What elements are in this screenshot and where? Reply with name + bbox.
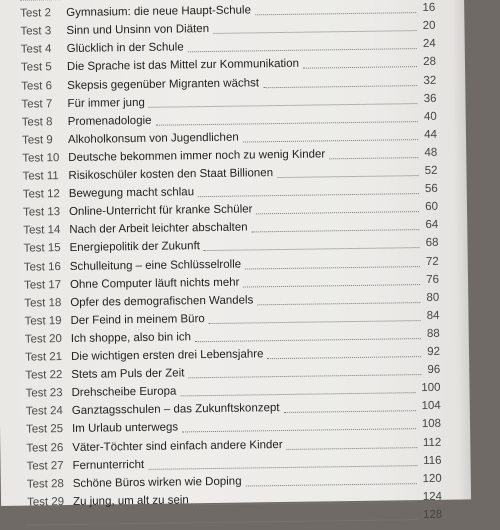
toc-entry-page-number: 96 bbox=[427, 363, 441, 377]
toc-entry-number: Test 29 bbox=[26, 495, 65, 509]
toc-entry-title: Glücklich in der Schule bbox=[66, 41, 184, 56]
toc-dot-leader bbox=[303, 66, 417, 69]
toc-entry-title: Schöne Büros wirken wie Doping bbox=[72, 475, 242, 490]
toc-entry-title: Im Urlaub unterwegs bbox=[71, 421, 179, 436]
toc-entry-number: Test 4 bbox=[20, 43, 52, 56]
toc-dot-leader bbox=[267, 356, 421, 359]
toc-entry-number: Test 24 bbox=[25, 405, 63, 418]
toc-entry-number: Test 23 bbox=[25, 387, 63, 400]
toc-entry-title: Stets am Puls der Zeit bbox=[71, 367, 185, 382]
toc-dot-leader bbox=[188, 48, 417, 52]
toc-dot-leader bbox=[149, 103, 418, 108]
toc-entry-number: Test 22 bbox=[25, 369, 63, 382]
toc-entry-number: Test 20 bbox=[24, 332, 62, 346]
toc-entry-page-number: 36 bbox=[423, 92, 437, 105]
page-edge-shadow bbox=[452, 0, 471, 500]
toc-entry-number: Test 5 bbox=[20, 61, 52, 75]
toc-entry-number: Test 27 bbox=[26, 459, 64, 473]
toc-entry-title: Deutsche bekommen immer noch zu wenig Kinder bbox=[68, 148, 326, 164]
toc-entry-title: Ohne Computer läuft nichts mehr bbox=[69, 276, 240, 291]
toc-entry-number: Test 8 bbox=[21, 115, 53, 129]
toc-entry-title: Die wichtigen ersten drei Lebensjahre bbox=[70, 348, 264, 363]
toc-entry-page-number: 72 bbox=[425, 255, 439, 268]
toc-dot-leader bbox=[286, 447, 417, 450]
toc-entry-page-number: 48 bbox=[424, 146, 438, 159]
toc-dot-leader bbox=[156, 121, 418, 126]
toc-entry-number: Test 7 bbox=[21, 97, 53, 111]
toc-dot-leader bbox=[181, 392, 416, 396]
toc-entry-page-number: 16 bbox=[422, 1, 436, 15]
toc-entry-page-number: 100 bbox=[421, 381, 441, 395]
toc-entry-page-number: 76 bbox=[426, 273, 440, 286]
toc-entry-number: Test 13 bbox=[22, 206, 61, 219]
toc-dot-leader bbox=[149, 465, 418, 470]
toc-entry-title: Für immer jung bbox=[67, 96, 145, 110]
toc-entry-number: Test 28 bbox=[26, 477, 64, 491]
toc-dot-leader bbox=[182, 429, 416, 433]
toc-entry-title: Bewegung macht schlau bbox=[68, 186, 195, 201]
toc-entry-number: Test 14 bbox=[23, 224, 61, 237]
toc-dot-leader bbox=[263, 85, 417, 88]
toc-entry-page-number: 108 bbox=[421, 418, 442, 431]
toc-dot-leader bbox=[193, 501, 417, 505]
toc-dot-leader bbox=[245, 266, 420, 269]
toc-entry-title: Alkoholkonsum von Jugendlichen bbox=[67, 131, 239, 146]
toc-entry-title: Online-Unterricht für kranke Schüler bbox=[68, 203, 253, 219]
toc-entry-page-number: 84 bbox=[426, 309, 440, 322]
toc-dot-leader bbox=[209, 320, 421, 324]
toc-entry-page-number: 80 bbox=[426, 291, 440, 304]
toc-entry-number: Test 2 bbox=[20, 7, 52, 20]
toc-dot-leader bbox=[195, 338, 421, 342]
toc-entry-title: Drehscheibe Europa bbox=[71, 385, 177, 400]
toc-entry-number: Test 21 bbox=[24, 351, 63, 364]
toc-entry-title: Opfer des demografischen Wandels bbox=[70, 294, 254, 309]
toc-entry-title: Die Sprache ist das Mittel zur Kommunikation bbox=[66, 58, 300, 74]
toc-entry-title: Skepsis gegenüber Migranten wächst bbox=[67, 76, 260, 92]
toc-entry-page-number: 92 bbox=[427, 345, 441, 358]
toc-entry-page-number: 124 bbox=[422, 490, 443, 503]
toc-entry-title: Zu jung, um alt zu sein bbox=[72, 494, 189, 508]
toc-entry-number: Test 17 bbox=[23, 278, 62, 292]
toc-entry-title: Gymnasium: die neue Haupt-Schule bbox=[66, 4, 252, 20]
toc-dot-leader bbox=[198, 193, 419, 197]
toc-entry-title: Promenadologie bbox=[67, 114, 152, 128]
toc-dot-leader bbox=[243, 284, 420, 287]
toc-entry-page-number: 120 bbox=[422, 472, 442, 485]
toc-entry-page-number: 112 bbox=[422, 436, 442, 449]
toc-entry-number: Test 18 bbox=[24, 296, 62, 310]
toc-dot-leader bbox=[251, 229, 419, 232]
toc-entry-title: Nach der Arbeit leichter abschalten bbox=[69, 221, 248, 237]
toc-entry-page-number: 52 bbox=[424, 164, 438, 178]
toc-entry-title: Sinn und Unsinn von Diäten bbox=[66, 23, 210, 38]
toc-entry-page-number: 104 bbox=[421, 400, 441, 413]
toc-entry-page-number: 68 bbox=[425, 237, 439, 250]
toc-entry-number: Test 6 bbox=[21, 79, 53, 93]
toc-dot-leader bbox=[243, 139, 418, 142]
toc-entry-number: Test 9 bbox=[21, 133, 53, 147]
toc-entry-number: Test 25 bbox=[25, 423, 64, 436]
toc-entry-number: Test 3 bbox=[20, 25, 52, 38]
toc-dot-leader bbox=[257, 302, 420, 305]
toc-entry-page-number: 64 bbox=[425, 219, 439, 232]
toc-entry-title: Risikoschüler kosten den Staat Billionen bbox=[68, 167, 274, 182]
toc-entry-number: Test 26 bbox=[26, 441, 64, 455]
toc-entry-title: Ganztagsschulen – das Zukunftskonzept bbox=[71, 402, 280, 418]
toc-entry-page-number: 40 bbox=[423, 110, 437, 123]
toc-dot-leader bbox=[188, 374, 421, 378]
toc-entry-page-number: 128 bbox=[423, 508, 443, 521]
toc-entry-page-number: 44 bbox=[424, 128, 438, 141]
toc-dot-leader bbox=[214, 30, 417, 34]
toc-dot-leader bbox=[256, 211, 419, 214]
toc-entry-title: Schulleitung – eine Schlüsselrolle bbox=[69, 258, 242, 273]
toc-dot-leader bbox=[204, 247, 420, 251]
toc-entry-page-number: 60 bbox=[425, 201, 439, 214]
toc-dot-leader bbox=[246, 483, 417, 486]
toc-dot-leader bbox=[284, 410, 416, 413]
toc-entry-title: Energiepolitik der Zukunft bbox=[69, 240, 201, 255]
toc-entry-number: Test 19 bbox=[24, 314, 62, 328]
toc-entry-page-number: 28 bbox=[423, 56, 437, 69]
toc-entry-page-number: 20 bbox=[422, 20, 436, 33]
toc-entry-title: Fernunterricht bbox=[72, 458, 145, 472]
toc-entry-title: Der Feind in meinem Büro bbox=[70, 312, 205, 327]
toc-dot-leader bbox=[27, 519, 417, 525]
toc-entry-number: Test 11 bbox=[22, 170, 59, 183]
toc-dot-leader bbox=[255, 12, 416, 15]
toc-dot-leader bbox=[329, 157, 418, 159]
toc-entry-number: Test 10 bbox=[22, 151, 60, 165]
toc-entry-page-number: 116 bbox=[423, 454, 442, 467]
toc-entry-page-number: 56 bbox=[424, 182, 438, 196]
toc-entry-title: Ich shoppe, also bin ich bbox=[70, 331, 192, 345]
toc-entry-number: Test 12 bbox=[22, 188, 60, 201]
toc-entry-page-number: 88 bbox=[426, 327, 440, 340]
toc-entry-page-number: 32 bbox=[423, 74, 437, 87]
toc-entry-number: Test 16 bbox=[23, 260, 61, 274]
toc-dot-leader bbox=[278, 175, 419, 178]
toc-entry-page-number: 24 bbox=[422, 38, 436, 51]
toc-entry-number: Test 15 bbox=[23, 242, 61, 256]
toc-entry-title: Väter-Töchter sind einfach andere Kinder bbox=[72, 438, 283, 454]
